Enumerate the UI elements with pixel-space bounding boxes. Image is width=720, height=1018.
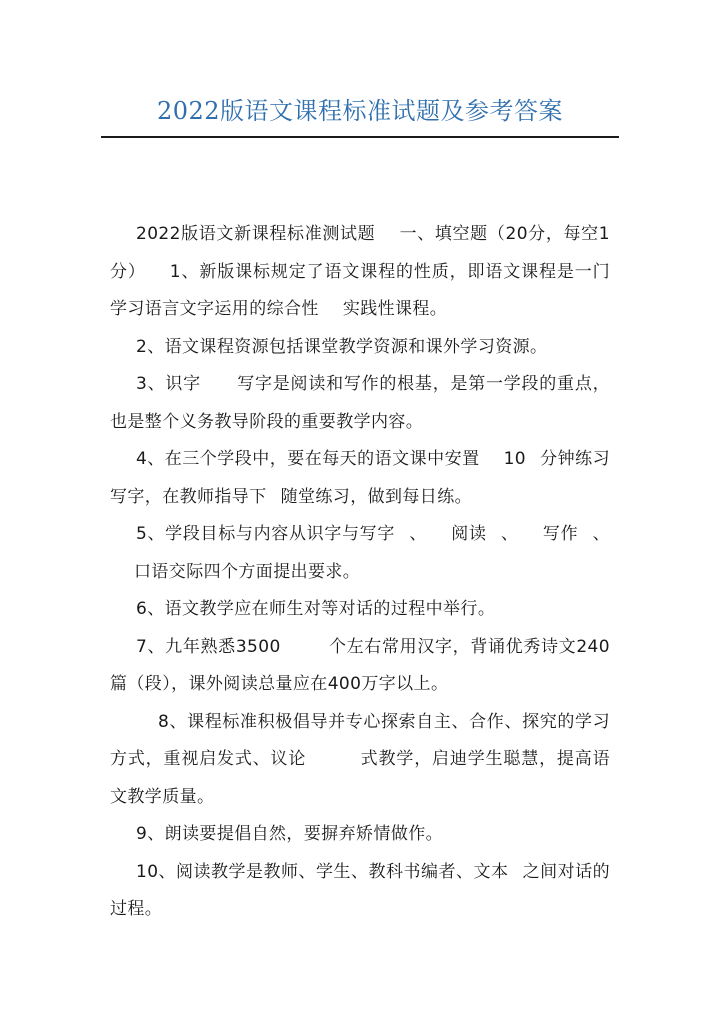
paragraph-10-seg-1: 10、阅读教学是教师、学生、教科书编者、文本 xyxy=(136,861,509,882)
document-body xyxy=(110,216,610,929)
paragraph-5-seg-1: 5、学段目标与内容从识字与写字 xyxy=(136,524,396,544)
paragraph-4 xyxy=(110,441,610,516)
paragraph-4-seg-4: 随堂练习，做到每日练。 xyxy=(280,486,473,507)
paragraph-1 xyxy=(110,216,610,329)
paragraph-5-seg-5: 写作 xyxy=(542,524,579,544)
paragraph-5-seg-6: 、 xyxy=(592,524,610,544)
paragraph-1-seg-3: 1、新版课标规定了语文课程的性质，即语文课程是一门学习语言文字运用的综合性 xyxy=(110,261,610,319)
paragraph-7-seg-1: 7、九年熟悉3500 xyxy=(136,636,281,657)
paragraph-3-seg-2: 写字是阅读和写作的根基，是第一学段的重点，也是整个义务教导阶段的重要教学内容。 xyxy=(110,374,610,432)
paragraph-4-seg-3: 分钟练习写字，在教师指导下 xyxy=(110,449,610,507)
paragraph-2 xyxy=(110,329,610,367)
paragraph-4-seg-1: 4、在三个学段中，要在每天的语文课中安置 xyxy=(136,449,480,469)
paragraph-8-seg-1: 8、课程标准积极倡导并专心探索自主、合作、探究的学习方式，重视启发式、议论 xyxy=(110,711,610,769)
paragraph-7 xyxy=(110,629,610,704)
paragraph-7-seg-2: 个左右常用汉字，背诵优秀诗文240篇（段），课外阅读总量应在400万字以上。 xyxy=(110,636,610,694)
paragraph-9 xyxy=(110,816,610,854)
paragraph-10-seg-2: 之间对话的过程。 xyxy=(110,861,611,919)
paragraph-4-seg-2: 10 xyxy=(503,449,527,469)
title-divider xyxy=(101,136,619,138)
paragraph-2-seg-1: 2、语文课程资源包括课堂教学资源和课外学习资源。 xyxy=(136,336,548,357)
paragraph-3 xyxy=(110,366,610,441)
paragraph-5-seg-4: 、 xyxy=(500,524,519,544)
paragraph-5-seg-3: 阅读 xyxy=(451,524,487,544)
paragraph-9-seg-1: 9、朗读要提倡自然，要摒弃矫情做作。 xyxy=(136,824,444,844)
paragraph-10 xyxy=(110,854,610,929)
paragraph-5-seg-7: 口语交际四个方面提出要求。 xyxy=(134,561,361,582)
document-title: 2022版语文课程标准试题及参考答案 xyxy=(156,97,564,125)
paragraph-6-seg-1: 6、语文教学应在师生对等对话的过程中举行。 xyxy=(136,599,496,619)
paragraph-1-seg-2: 一、填空题（20分，每空1分） xyxy=(110,224,610,282)
paragraph-1-seg-1: 2022版语文新课程标准测试题 xyxy=(136,224,376,244)
paragraph-5 xyxy=(110,516,610,591)
paragraph-8-seg-2: 式教学，启迪学生聪慧，提高语文教学质量。 xyxy=(110,749,610,807)
paragraph-6 xyxy=(110,591,610,629)
paragraph-1-seg-4: 实践性课程。 xyxy=(342,299,448,319)
paragraph-5-seg-2: 、 xyxy=(409,524,428,544)
paragraph-3-seg-1: 3、识字 xyxy=(136,374,201,394)
paragraph-8 xyxy=(110,704,610,817)
